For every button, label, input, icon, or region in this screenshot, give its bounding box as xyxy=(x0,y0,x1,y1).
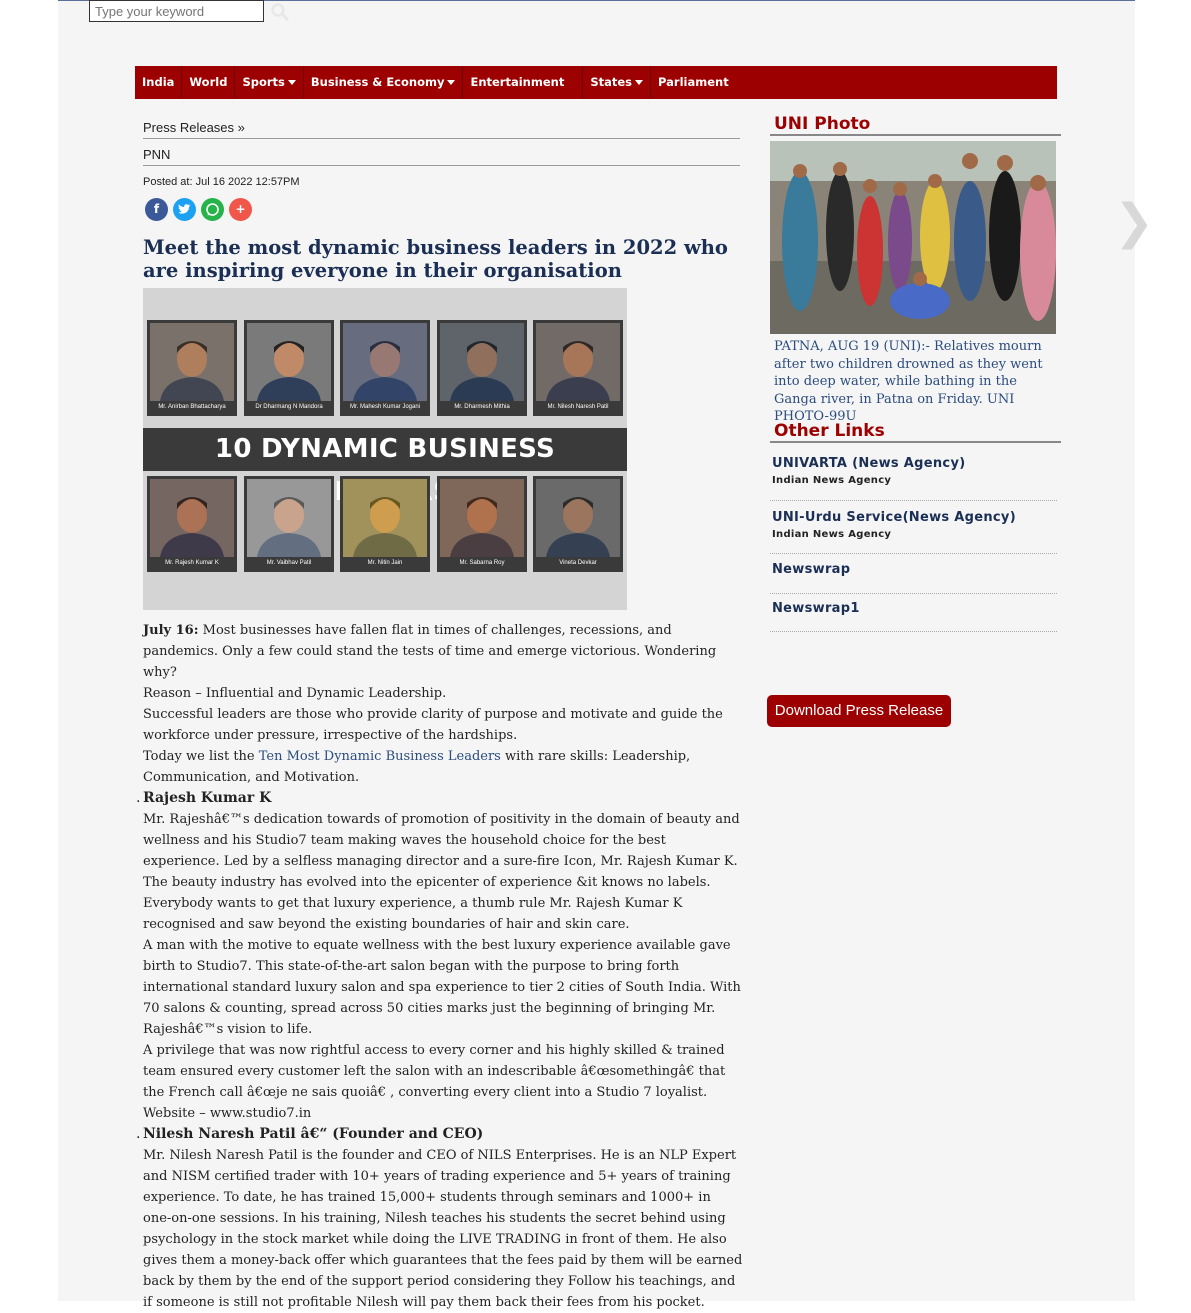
article-paragraph: Mr. Nilesh Naresh Patil is the founder and CEO of NILS Enterprises. He is an NLP Expert and NISM certified trader with 10+ years of trading experience and 5+ years of training experience. To date, he has trained 15,000+ students through seminars and 1000+ in one-on-one sessions. In his training, Nilesh teaches his students the secret behind using psychology in the stock market while doing the LIVE TRADING in front of them. He also gives them a money-back offer which guarantees that the fees paid by them will be earned back by them by the end of the support period considering they Follow his teachings, and if someone is still not profitable Nilesh will pay them back their fees from his pocket. xyxy=(143,1148,743,1310)
leader-photo xyxy=(247,479,331,557)
caret-down-icon xyxy=(635,80,643,85)
posted-timestamp: Posted at: Jul 16 2022 12:57PM xyxy=(143,176,300,188)
twitter-icon[interactable] xyxy=(173,198,196,221)
main-nav xyxy=(135,66,1057,99)
article-image xyxy=(143,288,627,610)
leader-card: Mr. Rajesh Kumar K xyxy=(147,476,237,572)
link-item-newswrap1[interactable] xyxy=(770,601,1057,632)
caret-down-icon xyxy=(447,80,455,85)
leaders-link[interactable]: Ten Most Dynamic Business Leaders xyxy=(258,749,501,764)
leader-photo xyxy=(150,479,234,557)
nav-item-parliament[interactable]: Parliament xyxy=(658,75,729,89)
article-paragraph: A privilege that was now rightful access to every corner and his highly skilled & trained team ensured every customer left the salon with an indescribable â€œsomethingâ€ that the French call â€œje ne sais quoiâ€ , converting every client into a Studio 7 loyalist. Website – www.studio7.in xyxy=(143,1043,726,1121)
leader-card: Dr Dharmang N Mandora xyxy=(244,320,334,416)
whatsapp-icon[interactable] xyxy=(201,198,224,221)
link-subtitle: Indian News Agency xyxy=(772,529,892,540)
article-paragraph: Mr. Rajeshâ€™s dedication towards of promotion of positivity in the domain of beauty and wellness and his Studio7 team making waves the household choice for the best experience. Led by a selfless managing director and a sure-fire Icon, Mr. Rajesh Kumar K. xyxy=(143,812,740,869)
nav-item-india[interactable]: India xyxy=(135,66,182,99)
link-title[interactable]: Newswrap xyxy=(772,562,851,577)
leader-card: Mr. Nilesh Naresh Patil xyxy=(533,320,623,416)
photo-caption[interactable]: PATNA, AUG 19 (UNI):- Relatives mourn after two children drowned as they went into deep water, while bathing in the Ganga river, in Patna on Friday. UNI PHOTO-99U xyxy=(774,339,1043,424)
leader-photo xyxy=(343,323,427,401)
download-press-release-button[interactable]: Download Press Release xyxy=(767,695,951,727)
leader-card: Vineta Devkar xyxy=(533,476,623,572)
nav-item-business-economy[interactable]: Business & Economy xyxy=(304,66,464,99)
leader-card: Mr. Anirban Bhattacharya xyxy=(147,320,237,416)
search-icon[interactable] xyxy=(270,2,290,22)
leader-photo xyxy=(150,323,234,401)
article-paragraph: July 16: Most businesses have fallen flat in times of challenges, recessions, and pandemics. Only a few could stand the tests of time and emerge victorious. Wondering why? xyxy=(143,623,717,680)
nav-item-entertainment[interactable]: Entertainment xyxy=(463,66,583,99)
caret-down-icon xyxy=(288,80,296,85)
chevron-right-icon[interactable]: ❯ xyxy=(1114,194,1155,250)
date-lead: July 16: xyxy=(143,623,199,638)
link-item-univarta[interactable] xyxy=(770,456,1057,501)
link-title[interactable]: UNI-Urdu Service(News Agency) xyxy=(772,510,1016,525)
nav-item-states[interactable]: States xyxy=(583,66,651,99)
article-paragraph: A man with the motive to equate wellness with the best luxury experience available gave birth to Studio7. This state-of-the-art salon began with the purpose to bring forth international standard luxury salon and spa experience to tier 2 cities of South India. With 70 salons & counting, spread across 50 cities marks just the beginning of bringing Mr. Rajeshâ€™s vision to life. xyxy=(143,938,741,1037)
nav-item-world[interactable]: World xyxy=(182,66,235,99)
leader-photo xyxy=(440,479,524,557)
leader-card: Mr. Mahesh Kumar Jogani xyxy=(340,320,430,416)
leader-heading: . Rajesh Kumar K xyxy=(143,788,743,809)
leader-photo xyxy=(536,323,620,401)
article-paragraph: The beauty industry has evolved into the epicenter of experience &it knows no labels. Everybody wants to get that luxury experience, a thumb rule Mr. Rajesh Kumar K recognised and saw beyond the existing boundaries of hair and skin care. xyxy=(143,875,711,932)
plus-icon[interactable]: + xyxy=(229,198,252,221)
article-paragraph: Today we list the Ten Most Dynamic Business Leaders with rare skills: Leadership, Communication, and Motivation. xyxy=(143,749,691,785)
leader-card: Mr. Vaibhav Patil xyxy=(244,476,334,572)
leader-photo xyxy=(536,479,620,557)
uni-photo-heading: UNI Photo xyxy=(770,114,1061,136)
leader-heading: . Nilesh Naresh Patil â€“ (Founder and CEO) xyxy=(143,1124,743,1145)
link-title[interactable]: UNIVARTA (News Agency) xyxy=(772,456,966,471)
breadcrumb[interactable]: Press Releases » xyxy=(143,120,740,139)
link-title[interactable]: Newswrap1 xyxy=(772,601,860,616)
leader-photo xyxy=(247,323,331,401)
article-paragraph: Reason – Influential and Dynamic Leadership. xyxy=(143,686,447,701)
link-item-newswrap[interactable] xyxy=(770,562,1057,594)
article-paragraph: Successful leaders are those who provide clarity of purpose and motivate and guide the workforce under pressure, irrespective of the hardships. xyxy=(143,707,723,743)
article-body xyxy=(143,620,743,1313)
leader-photo xyxy=(343,479,427,557)
other-links-heading: Other Links xyxy=(770,421,1061,443)
article-headline: Meet the most dynamic business leaders in 2022 who are inspiring everyone in their organisation xyxy=(143,236,728,282)
link-item-uni-urdu[interactable] xyxy=(770,510,1057,554)
leader-card: Mr. Dharmesh Mithia xyxy=(437,320,527,416)
news-photo[interactable] xyxy=(770,141,1056,334)
nav-item-sports[interactable]: Sports xyxy=(235,66,303,99)
facebook-icon[interactable]: f xyxy=(145,198,168,221)
article-source: PNN xyxy=(143,147,740,166)
leader-photo xyxy=(440,323,524,401)
link-subtitle: Indian News Agency xyxy=(772,475,892,486)
leader-card: Mr. Sabarna Roy xyxy=(437,476,527,572)
image-banner: 10 DYNAMIC BUSINESS xyxy=(143,428,627,471)
leader-card: Mr. Nitin Jain xyxy=(340,476,430,572)
search-input[interactable] xyxy=(89,0,264,22)
